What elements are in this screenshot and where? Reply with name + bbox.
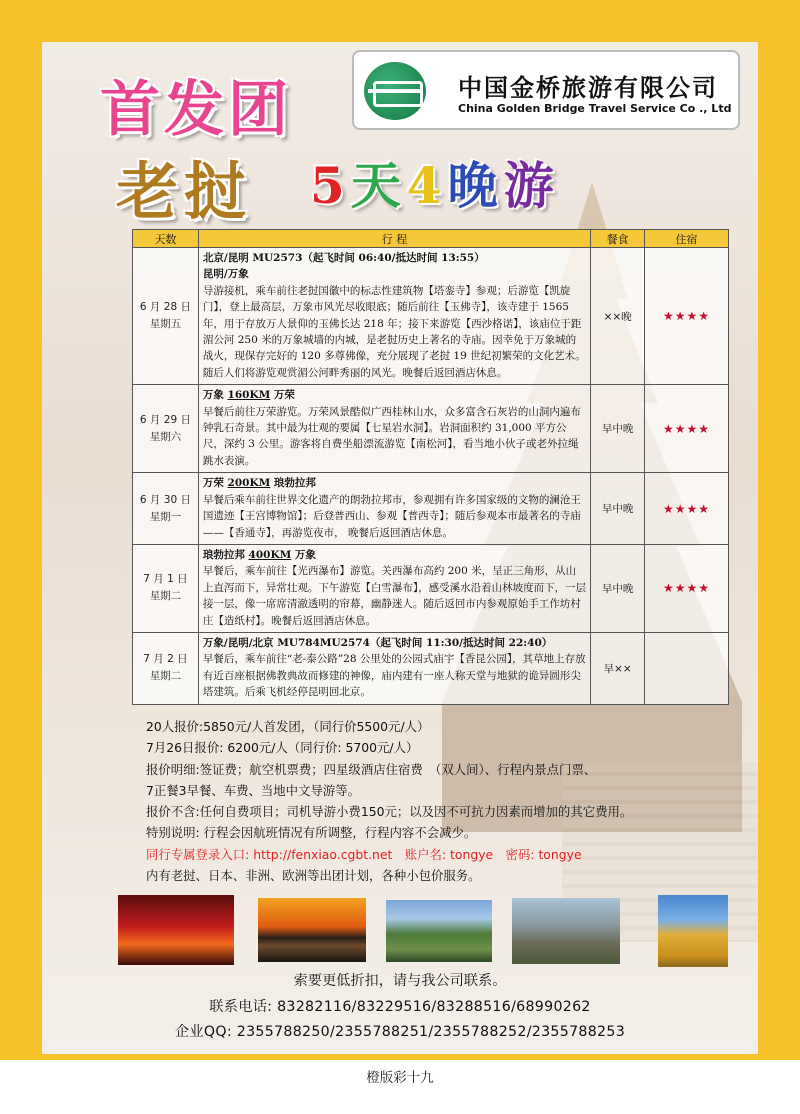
- price-line: 20人报价:5850元/人首发团，（同行价5500元/人）: [146, 719, 430, 734]
- meal-cell: ××晚: [591, 248, 645, 385]
- route-distance: 400KM: [248, 548, 292, 561]
- price-line: 7月26日报价: 6200元/人（同行价: 5700元/人）: [146, 740, 419, 756]
- itinerary-table: [132, 229, 729, 705]
- table-header-row: [133, 230, 729, 248]
- stupa-photo: [658, 895, 728, 967]
- header-meals: 餐食: [591, 230, 645, 248]
- table-row: [133, 248, 729, 385]
- sunset-photo: [258, 898, 366, 962]
- route-title: 万象/昆明/北京 MU784MU2574（起飞时间 11:30/抵达时间 22:40）: [202, 636, 553, 649]
- route-distance: 160KM: [227, 389, 271, 402]
- agent-login-link[interactable]: 同行专属登录入口: http://fenxiao.cgbt.net 账户名: tongye 密码: tongye: [146, 846, 582, 862]
- valley-photo: [386, 900, 492, 962]
- company-name-en: China Golden Bridge Travel Service Co ., Ltd: [458, 102, 732, 115]
- price-info: [146, 716, 632, 886]
- headline-duration: [310, 146, 560, 218]
- header-hotel: 住宿: [645, 230, 729, 248]
- contact-qq: 企业QQ: 2355788250/2355788251/2355788252/2355788253: [174, 1024, 626, 1040]
- headline-first-tour: 首发团: [100, 75, 292, 145]
- itinerary-cell: [198, 544, 590, 632]
- headline-laos: 老挝: [116, 155, 253, 228]
- itinerary-cell: [198, 385, 590, 473]
- itinerary-cell: [198, 248, 590, 385]
- header-itinerary: 行 程: [198, 230, 590, 248]
- table-row: [133, 544, 729, 632]
- other-tours-note: 内有老挝、日本、非洲、欧洲等出团计划，各种小包价服务。: [146, 868, 481, 884]
- elephant-photo: [512, 898, 620, 964]
- contact-prompt: 索要更低折扣，请与我公司联系。: [293, 973, 507, 989]
- headline-char: 晚: [447, 156, 504, 215]
- route-text: 早餐后，乘车前往【光西瀑布】游览。关西瀑布高约 200 米，呈正三角形，从山上直泻而下，异常壮观。下午游览【白雪瀑布】，感受溪水沿着山林坡度而下，一层接一层，像一席席清澈透明的帘幕，幽静迷人。随后返回市内参观原始手工作坊村庄【造纸村】。晚餐后返回酒店休息。: [202, 565, 587, 627]
- photo-strip: [118, 895, 728, 967]
- route-from: 琅勃拉邦: [202, 548, 249, 561]
- route-title: [203, 475, 586, 491]
- meal-cell: 早中晚: [591, 544, 645, 632]
- hotel-stars: ★★★★: [645, 473, 729, 545]
- itinerary-cell: [198, 632, 590, 704]
- day-cell: [133, 385, 199, 473]
- page-footer: 橙版彩十九: [366, 1070, 434, 1086]
- headline-char: 5: [310, 156, 351, 215]
- route-title: 北京/昆明 MU2573（起飞时间 06:40/抵达时间 13:55）: [202, 252, 485, 264]
- day-weekday: 星期五: [149, 318, 182, 331]
- day-cell: [133, 473, 199, 545]
- headline-char: 天: [350, 156, 407, 215]
- day-date: 6 月 29 日: [139, 413, 191, 426]
- route-from: 万荣: [202, 477, 228, 490]
- hotel-stars: ★★★★: [645, 385, 729, 473]
- day-date: 7 月 1 日: [143, 573, 188, 586]
- route-text: 早餐后前往万荣游览。万荣风景酷似广西桂林山水，众多富含石灰岩的山洞内遍布钟乳石奇景。其中最为壮观的要属【七星岩水洞】。岩洞面积约 31,000 平方公尺，深约 3 公里。游客将自费坐船漂流游览【南松河】，看当地小伙子或老外拉绳跳水表演。: [202, 405, 581, 467]
- route-title: [203, 387, 586, 403]
- day-weekday: 星期二: [149, 590, 182, 603]
- day-date: 6 月 28 日: [139, 301, 191, 314]
- day-date: 6 月 30 日: [139, 493, 191, 506]
- route-text: 早餐后，乘车前往“老-泰公路”28 公里处的公园式庙宇【香昆公园】，其草地上存放有近百座根据佛教典故而修建的神像，庙内建有一座人称天堂与地狱的诡异圆形尖塔建筑。后乘飞机经停昆明回北京。: [202, 653, 586, 699]
- table-row: [133, 385, 729, 473]
- header-days: 天数: [133, 230, 199, 248]
- route-distance: 200KM: [227, 477, 271, 490]
- day-cell: [133, 544, 199, 632]
- table-row: [133, 473, 729, 545]
- route-text: 导游接机，乘车前往老挝国徽中的标志性建筑物【塔銮寺】参观；后游览【凯旋门】，登上最高层，万象市风光尽收眼底；随后前往【玉佛寺】，该寺建于 1565 年，用于存放万人景仰的玉佛长达 218 年；接下来游览【西沙格诺】，该庙位于距湄公河 250 米的万象城墙的内城，是老挝历史上著名的寺庙。因幸免于万象城的战火，现保存完好的 120 多尊佛像，充分展现了老挝 19 世纪初繁荣的文化艺术。随后人们将游览观赏湄公河畔秀丽的风光。晚餐后返回酒店休息。: [202, 284, 586, 379]
- hotel-stars: ★★★★: [645, 544, 729, 632]
- monks-photo: [118, 895, 234, 965]
- meal-cell: 早中晚: [591, 473, 645, 545]
- price-detail: 7正餐3早餐、车费、当地中文导游等。: [146, 782, 361, 798]
- route-from: 万象: [202, 389, 228, 402]
- company-name-cn: 中国金桥旅游有限公司: [458, 73, 718, 102]
- company-logo-box: [352, 50, 740, 130]
- route-title: [203, 547, 586, 563]
- headline-char: 游: [503, 156, 560, 215]
- day-date: 7 月 2 日: [143, 653, 188, 666]
- meal-cell: 早中晚: [591, 385, 645, 473]
- contact-phone: 联系电话: 83282116/83229516/83288516/68990262: [209, 999, 591, 1015]
- hotel-stars: ★★★★: [645, 248, 729, 385]
- day-weekday: 星期六: [149, 430, 182, 443]
- meal-cell: 早××: [591, 632, 645, 704]
- day-cell: [133, 248, 199, 385]
- route-text: 早餐后乘车前往世界文化遗产的朗勃拉邦市，参观拥有许多国家级的文物的澜沧王国遗迹【王宫博物馆】；后登普西山、参观【普西寺】；随后参观本市最著名的寺庙——【香通寺】，再游览夜市， 晚餐后返回酒店休息。: [202, 493, 581, 539]
- route-to: 万荣: [270, 389, 295, 402]
- route-to: 万象: [291, 548, 316, 561]
- globe-logo-icon: [364, 62, 426, 120]
- route-subtitle: 昆明/万象: [202, 268, 249, 281]
- route-to: 琅勃拉邦: [270, 477, 316, 490]
- itinerary-cell: [198, 473, 590, 545]
- day-weekday: 星期二: [149, 670, 182, 683]
- price-excluded: 报价不含:任何自费项目；司机导游小费150元；以及因不可抗力因素而增加的其它费用。: [146, 804, 633, 820]
- day-weekday: 星期一: [149, 510, 182, 523]
- day-cell: [133, 632, 199, 704]
- headline-char: 4: [406, 156, 448, 215]
- hotel-stars: [645, 632, 729, 704]
- table-row: [133, 632, 729, 704]
- price-detail: 报价明细:签证费；航空机票费；四星级酒店住宿费 （双人间）、行程内景点门票、: [146, 761, 597, 777]
- special-note: 特别说明: 行程会因航班情况有所调整，行程内容不会减少。: [146, 825, 477, 841]
